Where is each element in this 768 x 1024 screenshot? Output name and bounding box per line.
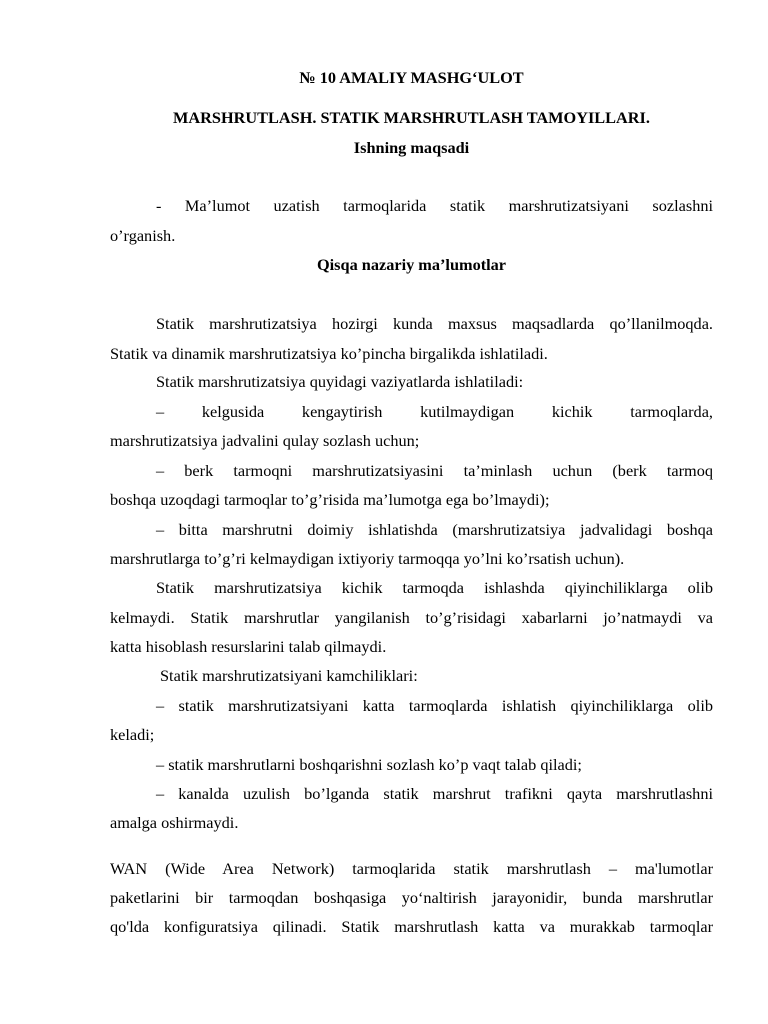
goal-text-line: o’rganish. — [110, 226, 176, 245]
list-item-line: boshqa uzoqdagi tarmoqlar to’g’risida ma’lumotga ega bo’lmaydi); — [110, 490, 550, 509]
list-item-line: amalga oshirmaydi. — [110, 813, 239, 832]
goal-text-line: - Ma’lumot uzatish tarmoqlarida statik marshrutizatsiyani sozlashni — [156, 196, 713, 215]
paragraph-line: paketlarini bir tarmoqdan boshqasiga yo‘naltirish jarayonidir, bunda marshrutlar — [110, 888, 713, 907]
list-item-line: marshrutizatsiya jadvalini qulay sozlash uchun; — [110, 431, 420, 450]
list-item-line: – statik marshrutizatsiyani katta tarmoqlarda ishlatish qiyinchiliklarga olib — [156, 696, 713, 715]
paragraph-line: WAN (Wide Area Network) tarmoqlarida statik marshrutlash – ma'lumotlar — [110, 859, 713, 878]
paragraph-line: Statik marshrutizatsiya hozirgi kunda maxsus maqsadlarda qo’llanilmoqda. — [156, 314, 713, 333]
theory-heading: Qisqa nazariy ma’lumotlar — [316, 255, 507, 274]
list-item-line: – statik marshrutlarni boshqarishni sozlash ko’p vaqt talab qiladi; — [156, 755, 582, 774]
paragraph-line: qo'lda konfiguratsiya qilinadi. Statik marshrutlash katta va murakkab tarmoqlar — [110, 917, 713, 936]
document-subtitle: MARSHRUTLASH. STATIK MARSHRUTLASH TAMOYILLARI. — [173, 108, 650, 127]
list-item-line: – kelgusida kengaytirish kutilmaydigan kichik tarmoqlarda, — [156, 402, 713, 421]
paragraph-line: Statik va dinamik marshrutizatsiya ko’pincha birgalikda ishlatiladi. — [110, 344, 548, 363]
paragraph-line: kelmaydi. Statik marshrutlar yangilanish to’g’risidagi xabarlarni jo’natmaydi va — [110, 608, 713, 627]
document-title: № 10 AMALIY MASHG‘ULOT — [299, 68, 524, 87]
list-item-line: keladi; — [110, 725, 155, 744]
list-item-line: – bitta marshrutni doimiy ishlatishda (marshrutizatsiya jadvalidagi boshqa — [156, 520, 713, 539]
list-item-line: – kanalda uzulish bo’lganda statik marshrut trafikni qayta marshrutlashni — [156, 784, 713, 803]
paragraph-line: katta hisoblash resurslarini talab qilmaydi. — [110, 637, 387, 656]
paragraph-line: Statik marshrutizatsiya quyidagi vaziyatlarda ishlatiladi: — [156, 372, 524, 391]
list-item-line: – berk tarmoqni marshrutizatsiyasini ta’minlash uchun (berk tarmoq — [156, 461, 713, 480]
list-item-line: marshrutlarga to’g’ri kelmaydigan ixtiyoriy tarmoqqa yo’lni ko’rsatish uchun). — [110, 549, 625, 568]
paragraph-line: Statik marshrutizatsiyani kamchiliklari: — [160, 666, 418, 685]
goal-heading: Ishning maqsadi — [353, 138, 470, 157]
paragraph-line: Statik marshrutizatsiya kichik tarmoqda ishlashda qiyinchiliklarga olib — [156, 578, 713, 597]
